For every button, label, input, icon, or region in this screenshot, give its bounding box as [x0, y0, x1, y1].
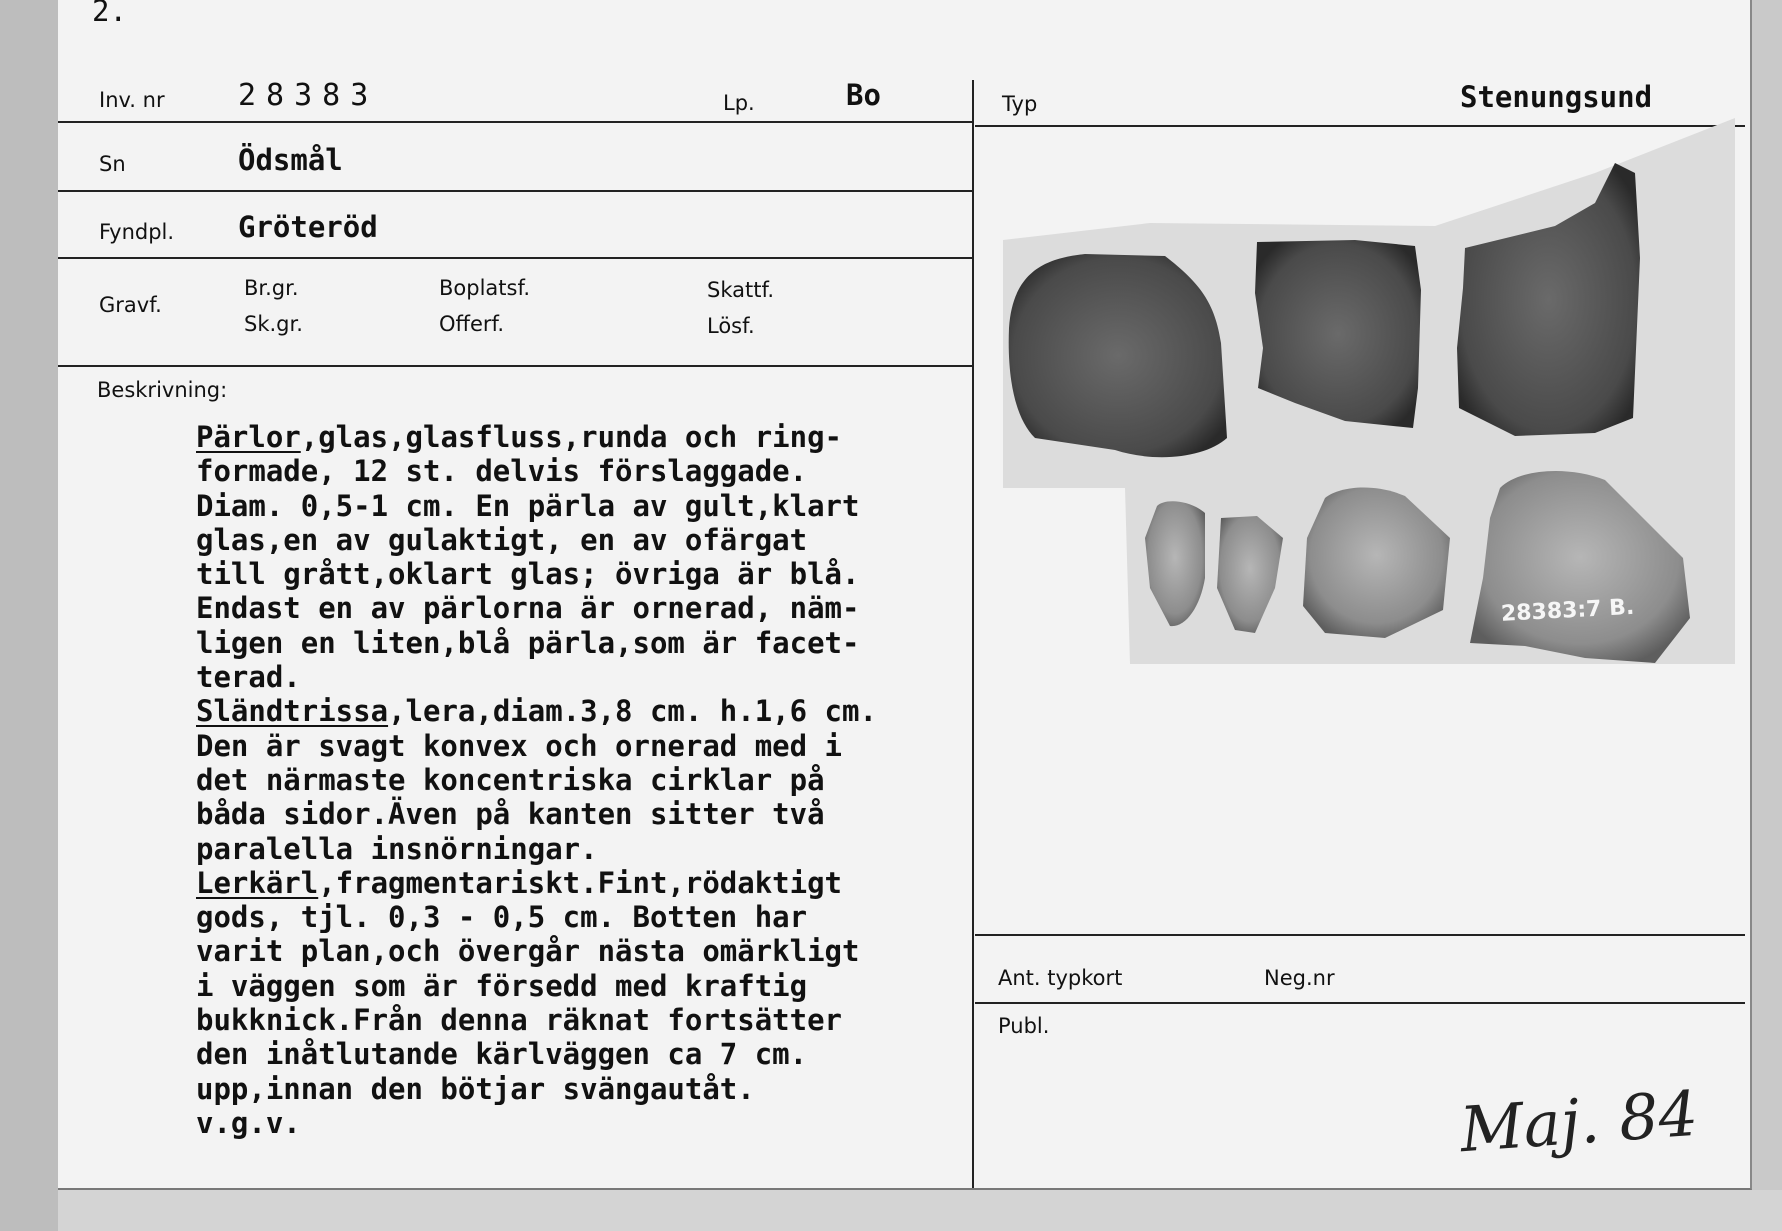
description-line: [196, 866, 877, 900]
description-line: paralella insnörningar.: [196, 831, 598, 866]
scan-left-margin: [0, 0, 58, 1231]
card-number: 2.: [92, 0, 127, 28]
description-line: den inåtlutande kärlväggen ca 7 cm.: [196, 1037, 808, 1072]
inv-nr-value: 28383: [238, 78, 379, 113]
rule-publ: [975, 1002, 1745, 1004]
sn-value: Ödsmål: [238, 143, 343, 177]
find-photograph-svg: [995, 118, 1735, 664]
description-line: upp,innan den bötjar svängautåt.: [196, 1071, 755, 1106]
sherd-dark-1: [1009, 254, 1227, 457]
neg-nr-label: Neg.nr: [1264, 966, 1335, 990]
description-text: [196, 420, 877, 1140]
brgr-label: Br.gr.: [244, 276, 299, 300]
ant-typkort-label: Ant. typkort: [998, 966, 1123, 990]
description-line-text: ,glas,glasfluss,runda och ring-: [300, 420, 843, 454]
photo-inventory-label: 28383:7 B.: [1500, 594, 1635, 627]
description-heading: Pärlor: [196, 420, 301, 454]
lp-label: Lp.: [723, 91, 755, 115]
fyndpl-label: Fyndpl.: [99, 220, 175, 244]
rule-gravf: [58, 365, 973, 367]
description-line: [196, 420, 877, 454]
losf-label: Lösf.: [707, 314, 755, 338]
description-heading: Lerkärl: [196, 865, 319, 900]
description-line: terad.: [196, 660, 301, 695]
description-line: gods, tjl. 0,3 - 0,5 cm. Botten har: [196, 900, 808, 935]
offerf-label: Offerf.: [439, 312, 505, 336]
description-line: varit plan,och övergår nästa omärkligt: [196, 934, 860, 969]
inv-nr-label: Inv. nr: [99, 88, 165, 112]
handwritten-date: Maj. 84: [1457, 1076, 1701, 1167]
description-line: Den är svagt konvex och ornerad med i: [196, 728, 843, 763]
description-line-text: ,fragmentariskt.Fint,rödaktigt: [318, 865, 843, 900]
gravf-label: Gravf.: [99, 293, 162, 317]
rule-fyndpl: [58, 257, 973, 259]
lp-value: Bo: [846, 78, 881, 112]
scan-bottom-margin: [58, 1190, 1782, 1231]
typ-label: Typ: [1002, 92, 1038, 116]
find-photograph: [995, 118, 1735, 664]
rule-top-left: [58, 121, 973, 123]
rule-sn: [58, 190, 973, 192]
description-line: ligen en liten,blå pärla,som är facet-: [196, 625, 860, 660]
description-line: i väggen som är försedd med kraftig: [196, 968, 808, 1003]
description-line: till grått,oklart glas; övriga är blå.: [196, 557, 860, 592]
skattf-label: Skattf.: [707, 278, 774, 302]
typ-value: Stenungsund: [1460, 80, 1653, 114]
description-line: [196, 694, 877, 728]
description-line: Diam. 0,5-1 cm. En pärla av gult,klart: [196, 488, 860, 523]
rule-ant: [975, 934, 1745, 936]
description-heading: Sländtrissa: [196, 694, 389, 729]
description-line: det närmaste koncentriska cirklar på: [196, 762, 825, 797]
fyndpl-value: Gröteröd: [238, 210, 378, 244]
description-line: båda sidor.Även på kanten sitter två: [196, 797, 825, 832]
boplatsf-label: Boplatsf.: [439, 276, 531, 300]
beskrivning-label: Beskrivning:: [97, 378, 228, 402]
description-line: formade, 12 st. delvis förslaggade.: [196, 454, 808, 489]
skgr-label: Sk.gr.: [244, 312, 303, 336]
sn-label: Sn: [99, 152, 126, 176]
description-line: bukknick.Från denna räknat fortsätter: [196, 1003, 843, 1038]
description-line: glas,en av gulaktigt, en av ofärgat: [196, 522, 808, 557]
description-line-text: ,lera,diam.3,8 cm. h.1,6 cm.: [388, 694, 877, 729]
publ-label: Publ.: [998, 1014, 1050, 1038]
description-line: v.g.v.: [196, 1105, 301, 1140]
description-line: Endast en av pärlorna är ornerad, näm-: [196, 591, 860, 626]
rule-vertical: [972, 80, 974, 1188]
